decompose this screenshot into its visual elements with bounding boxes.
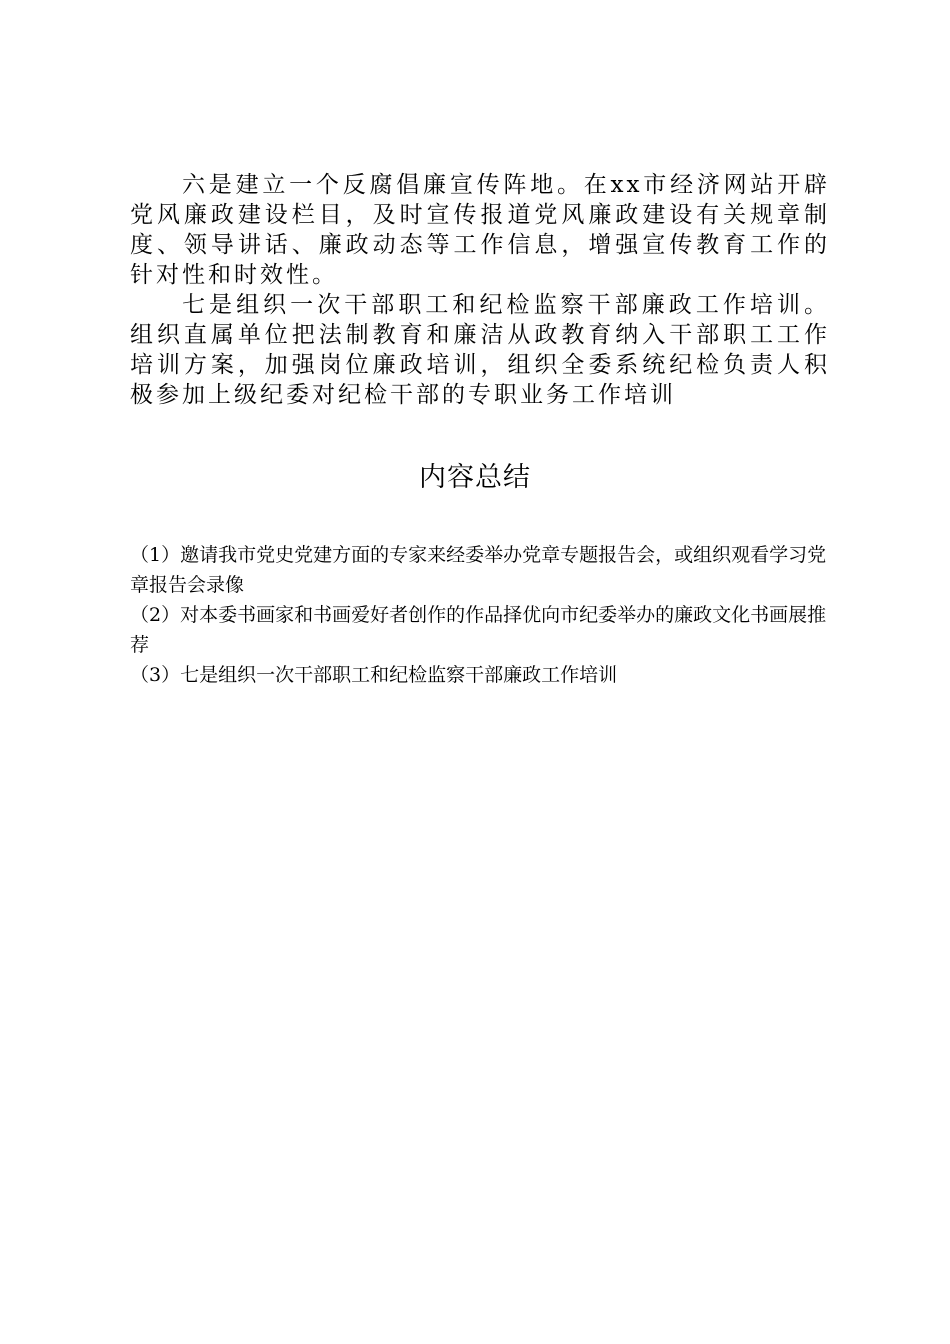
summary-list (130, 540, 830, 690)
summary-item-3: （3）七是组织一次干部职工和纪检监察干部廉政工作培训 (130, 664, 618, 686)
summary-title: 内容总结 (419, 462, 531, 493)
paragraph-six: 六是建立一个反腐倡廉宣传阵地。在xx市经济网站开辟党风廉政建设栏目，及时宣传报道党风廉政建设有关规章制度、领导讲话、廉政动态等工作信息，增强宣传教育工作的针对性和时效性。 (130, 172, 830, 288)
paragraph-seven: 七是组织一次干部职工和纪检监察干部廉政工作培训。组织直属单位把法制教育和廉洁从政教育纳入干部职工工作培训方案，加强岗位廉政培训，组织全委系统纪检负责人积极参加上级纪委对纪检干部的专职业务工作培训 (130, 292, 830, 408)
summary-item-2: （2）对本委书画家和书画爱好者创作的作品择优向市纪委举办的廉政文化书画展推荐 (130, 604, 827, 656)
body-text (130, 170, 830, 410)
summary-item-1: （1）邀请我市党史党建方面的专家来经委举办党章专题报告会，或组织观看学习党章报告会录像 (130, 544, 827, 596)
